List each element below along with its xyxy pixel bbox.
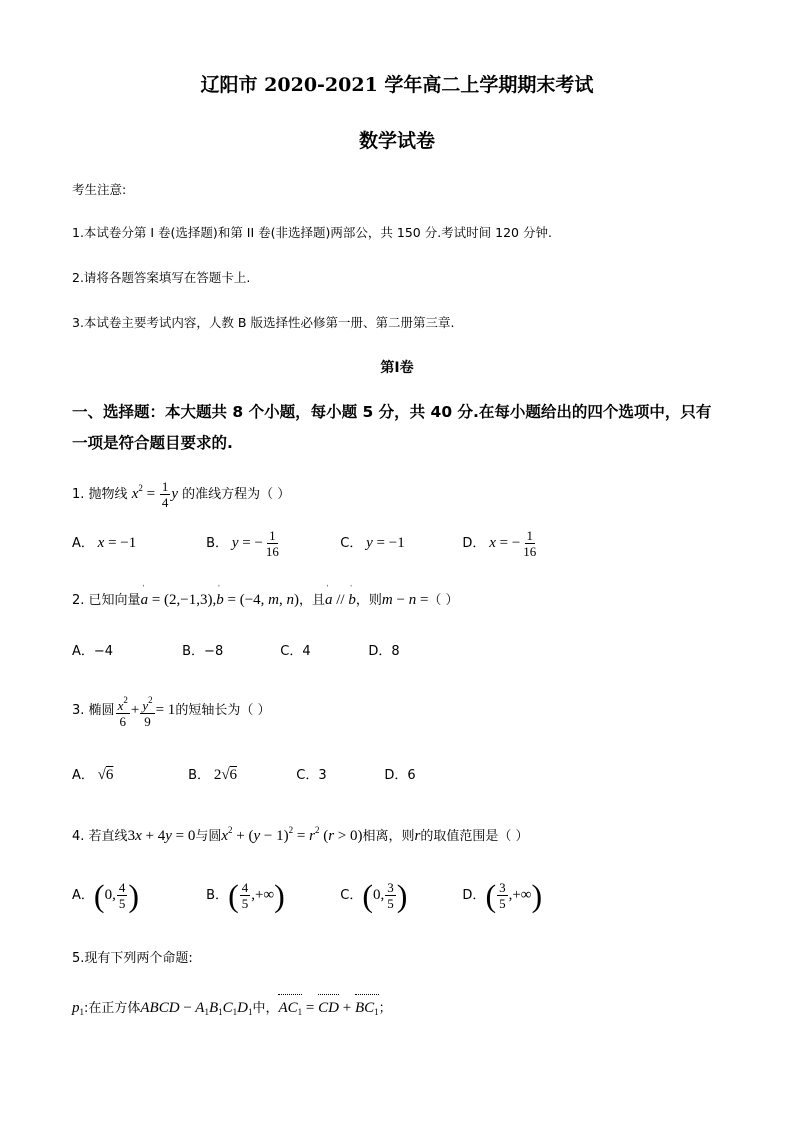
- question-5-proposition-p1: $p_1$:在正方体ABCD − $A_1B_1C_1D_1$中，$AC_1$ = CD + $BC_1$；: [72, 994, 392, 1024]
- formula-parallel: ˈ a // ˈ b: [325, 592, 356, 608]
- question-1: [72, 470, 290, 513]
- label-p1: $p_1$: [72, 1000, 84, 1017]
- notice-item-3: 3.本试卷主要考试内容，人教 B 版选择性必修第一册、第二册第三章.: [72, 315, 455, 330]
- option-c[interactable]: C． y = −1: [340, 535, 405, 551]
- option-b[interactable]: B．( $\frac{4}{5}$ ,+∞): [206, 877, 285, 914]
- question-3-options: [72, 764, 416, 784]
- question-stem-post: 的准线方程为（ ）: [182, 487, 291, 502]
- question-2: 2. 已知向量ˈ a = (2,−1,3),ˈ b = (−4, m, n)，且ˈ a // ˈ b，则m − n =（ ）: [72, 588, 459, 613]
- question-stem-pre: 若直线: [88, 829, 128, 844]
- notice-item-2: 2.请将各题答案填写在答题卡上.: [72, 270, 251, 285]
- option-d[interactable]: D．6: [384, 768, 416, 783]
- option-b[interactable]: B．−8: [182, 644, 224, 659]
- question-1-options: [72, 524, 539, 563]
- question-2-options: [72, 640, 400, 659]
- formula-vectors: ˈ a = (2,−1,3),ˈ b = (−4, m, n): [141, 592, 299, 608]
- notice-item-1: 1.本试卷分第 I 卷(选择题)和第 II 卷(非选择题)两部公，共 150 分.考试时间 120 分钟.: [72, 225, 552, 240]
- option-d[interactable]: D．( $\frac{3}{5}$ ,+∞): [462, 877, 543, 914]
- formula-ellipse: $\frac{x^2}{6}$ + $\frac{y^2}{9}$ = 1: [117, 694, 176, 729]
- section-heading-line1: 一、选择题：本大题共 8 个小题，每小题 5 分，共 40 分.在每小题给出的四个选项中，只有: [72, 403, 712, 421]
- option-c[interactable]: C．(0, $\frac{3}{5}$ ): [340, 877, 408, 914]
- part-label: 第I卷: [380, 360, 414, 376]
- section-heading-line2: 一项是符合题目要求的.: [72, 434, 233, 452]
- option-c[interactable]: C．3: [296, 768, 327, 783]
- formula-parabola: $x^2$ = $\frac{1}{4}$ y: [131, 479, 179, 511]
- notice-heading: 考生注意:: [72, 182, 127, 197]
- option-a[interactable]: A． x = −1: [72, 535, 137, 551]
- formula-cube: ABCD − $A_1B_1C_1D_1$: [140, 1000, 253, 1017]
- option-b[interactable]: B． 2√6: [188, 767, 238, 783]
- option-c[interactable]: C．4: [280, 644, 311, 659]
- formula-vector-sum: $AC_1$ = CD + $BC_1$: [278, 1000, 378, 1016]
- question-4: 4. 若直线3x + 4y = 0与圆$x^2 + (y - 1)^2 = r^2$ (r > 0)相离，则r的取值范围是（ ）: [72, 825, 529, 844]
- question-number: 1.: [72, 487, 85, 502]
- question-5-heading: 5.现有下列两个命题:: [72, 951, 193, 966]
- formula-m-minus-n: m − n =: [381, 592, 429, 608]
- question-number: 3.: [72, 703, 85, 718]
- option-a[interactable]: A．(0, $\frac{4}{5}$ ): [72, 877, 139, 914]
- option-b[interactable]: B． y = − $\frac{1}{16}$: [206, 528, 279, 560]
- option-d[interactable]: D． x = − $\frac{1}{16}$: [462, 528, 537, 560]
- exam-title: 辽阳市 2020-2021 学年高二上学期期末考试: [200, 74, 594, 96]
- option-d[interactable]: D．8: [368, 644, 400, 659]
- formula-circle: $x^2 + (y - 1)^2 = r^2$ (r > 0): [221, 825, 363, 844]
- question-stem-pre: 椭圆: [88, 703, 115, 718]
- question-stem-pre: 抛物线: [88, 487, 128, 502]
- formula-line: 3x + 4y = 0: [127, 828, 196, 844]
- question-4-options: [72, 872, 542, 919]
- exam-subtitle: 数学试卷: [358, 130, 435, 152]
- question-number: 2.: [72, 593, 85, 608]
- option-a[interactable]: A． √6: [72, 767, 114, 783]
- option-a[interactable]: A．−4: [72, 644, 114, 659]
- question-stem-pre: 已知向量: [88, 593, 141, 608]
- question-3: 3. 椭圆 $\frac{x^2}{6}$ + $\frac{y^2}{9}$ = 1的短轴长为（ ）: [72, 694, 271, 729]
- question-number: 4.: [72, 829, 85, 844]
